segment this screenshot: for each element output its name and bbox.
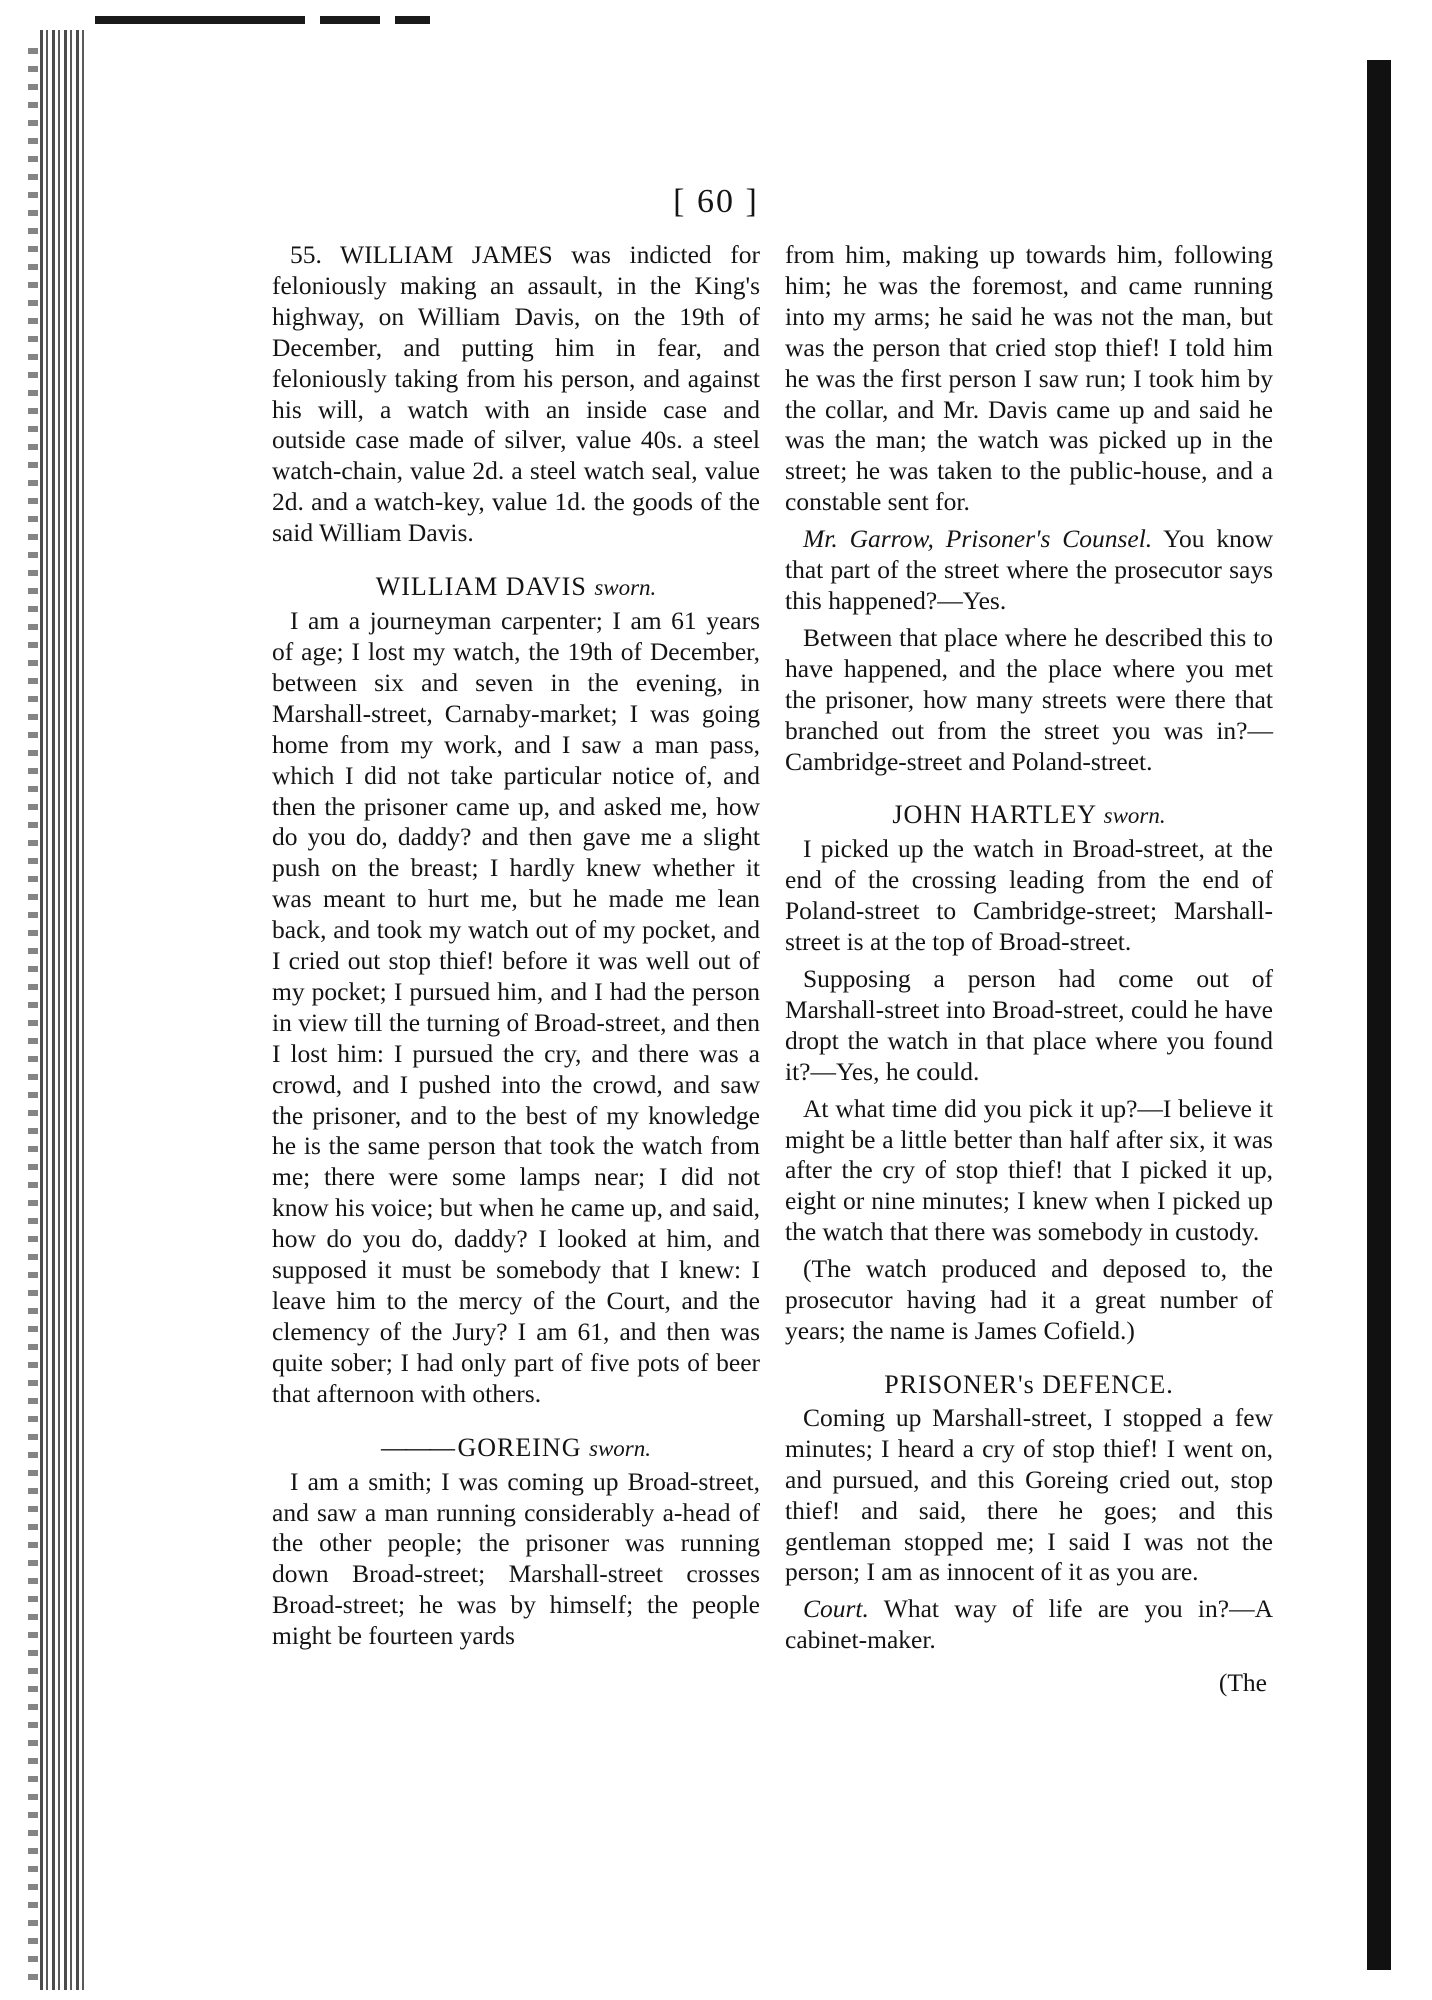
scan-right-edge	[1367, 60, 1391, 1970]
paragraph: I picked up the watch in Broad-street, at the end of the crossing leading from the end of Poland-street to Cambridge-street; Marshall-street is at the top of Broad-street.	[785, 834, 1273, 957]
speaker-label: Mr. Garrow, Prisoner's Counsel.	[803, 524, 1153, 554]
paragraph	[785, 1594, 1273, 1656]
page-number: [ 60 ]	[673, 183, 759, 220]
scan-binding-edge	[28, 40, 38, 1980]
paragraph: I am a journeyman carpenter; I am 61 years of age; I lost my watch, the 19th of December, between six and seven in the evening, in Marshall-street, Carnaby-market; I was going home from my work, and I saw a man pass, which I did not take particular notice of, and then the prisoner came up, and asked me, how do you do, daddy? and then gave me a slight push on the breast; I hardly knew whether it was meant to hurt me, but he made me lean back, and took my watch out of my pocket, and I cried out stop thief! before it was well out of my pocket; I pursued him, and I had the person in view till the turning of Broad-street, and then I lost him: I pursued the cry, and there was a crowd, and I pushed into the crowd, and saw the prisoner, and to the best of my knowledge he is the same person that took the watch from me; there were some lamps near; I did not know his voice; but when he came up, and said, how do you do, daddy? I looked at him, and supposed it must be somebody that I knew: I leave him to the mercy of the Court, and the clemency of the Jury? I am 61, and then was quite sober; I had only part of five pots of beer that afternoon with others.	[272, 606, 760, 1408]
scan-top-rule	[320, 16, 380, 24]
scan-top-rule	[95, 16, 305, 24]
witness-heading	[785, 799, 1273, 832]
right-column	[785, 240, 1273, 1698]
paragraph-text: What way of life are you in?—A cabinet-maker.	[785, 1594, 1273, 1655]
scan-binding-edge	[40, 30, 85, 1990]
sworn-label: sworn.	[589, 1435, 651, 1461]
witness-heading	[272, 571, 760, 604]
paragraph-text: You know that part of the street where the prosecutor says this happened?—Yes.	[785, 524, 1273, 615]
witness-name: GOREING	[457, 1432, 582, 1462]
sworn-label: sworn.	[594, 575, 657, 601]
paragraph: I am a smith; I was coming up Broad-street, and saw a man running considerably a-head of the other people; the prisoner was running down Broad-street; Marshall-street crosses Broad-street; he was by himself; the people might be fourteen yards	[272, 1466, 760, 1651]
paragraph: Supposing a person had come out of Marshall-street into Broad-street, could he have dropt the watch in that place where you found it?—Yes, he could.	[785, 964, 1273, 1086]
sworn-label: sworn.	[1103, 803, 1166, 829]
section-heading: PRISONER's DEFENCE.	[884, 1369, 1174, 1399]
witness-name: WILLIAM DAVIS	[375, 572, 587, 602]
witness-heading	[272, 1432, 760, 1465]
paragraph: Coming up Marshall-street, I stopped a few minutes; I heard a cry of stop thief! I went on, and pursued, and this Goreing cried out, stop thief! and said, there he goes; and this gentleman stopped me; I said I was not the person; I am as innocent of it as you are.	[785, 1402, 1273, 1587]
paragraph: from him, making up towards him, following him; he was the foremost, and came running into my arms; he said he was not the man, but was the person that cried stop thief! I told him he was the first person I saw run; I took him by the collar, and Mr. Davis came up and said he was the man; the watch was picked up in the street; he was taken to the public-house, and a constable sent for.	[785, 240, 1273, 517]
paragraph: Between that place where he described this to have happened, and the place where you met the prisoner, how many streets were there that branched out from the street you was in?—Cambridge-street and Poland-street.	[785, 622, 1273, 776]
paragraph: 55. WILLIAM JAMES was indicted for feloniously making an assault, in the King's highway, on William Davis, on the 19th of December, and putting him in fear, and feloniously taking from his person, and against his will, a watch with an inside case and outside case made of silver, value 40s. a steel watch-chain, value 2d. a steel watch seal, value 2d. and a watch-key, value 1d. the goods of the said William Davis.	[272, 240, 760, 548]
speaker-label: Court.	[803, 1594, 869, 1624]
witness-name: JOHN HARTLEY	[892, 800, 1097, 830]
paragraph	[785, 524, 1273, 617]
paragraph: At what time did you pick it up?—I believe it might be a little better than half after six, it was after the cry of stop thief! that I picked it up, eight or nine minutes; I knew when I picked up the watch that there was somebody in custody.	[785, 1093, 1273, 1247]
left-column	[272, 240, 760, 1658]
paragraph: (The watch produced and deposed to, the prosecutor having had it a great number of years; the name is James Cofield.)	[785, 1254, 1273, 1345]
scan-top-rule	[395, 16, 430, 24]
catchword: (The	[1218, 1668, 1267, 1698]
